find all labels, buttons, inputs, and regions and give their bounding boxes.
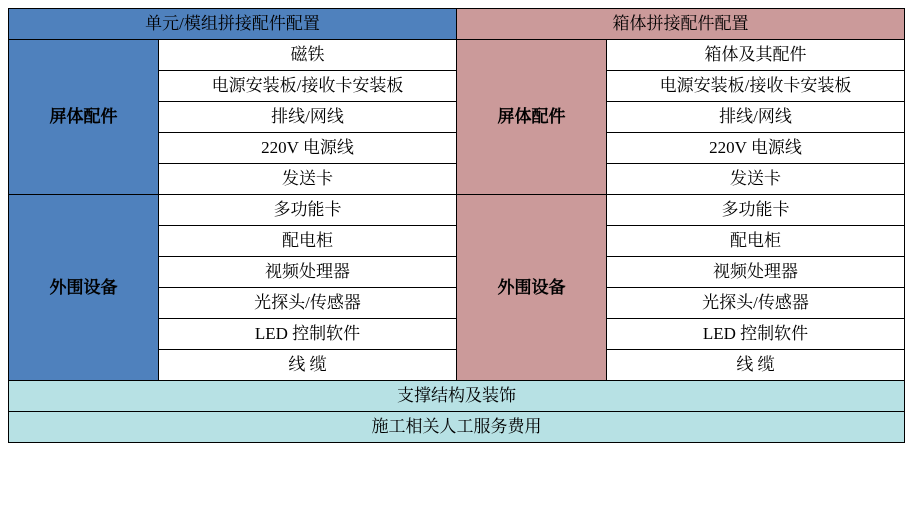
list-item: 配电柜 xyxy=(607,226,905,257)
list-item: 多功能卡 xyxy=(607,195,905,226)
table-footer-row xyxy=(9,412,905,443)
list-item: 线 缆 xyxy=(607,350,905,381)
list-item: 电源安装板/接收卡安装板 xyxy=(159,71,457,102)
list-item: 220V 电源线 xyxy=(607,133,905,164)
list-item: 发送卡 xyxy=(159,164,457,195)
table-footer-row xyxy=(9,381,905,412)
table-row xyxy=(9,195,905,226)
list-item: 光探头/传感器 xyxy=(607,288,905,319)
list-item: 排线/网线 xyxy=(159,102,457,133)
left-group-label-peripherals: 外围设备 xyxy=(9,195,159,381)
list-item: 排线/网线 xyxy=(607,102,905,133)
right-group-label-peripherals: 外围设备 xyxy=(457,195,607,381)
list-item: 箱体及其配件 xyxy=(607,40,905,71)
list-item: 220V 电源线 xyxy=(159,133,457,164)
footer-row-support-structure: 支撑结构及装饰 xyxy=(9,381,905,412)
footer-row-labor-service-fee: 施工相关人工服务费用 xyxy=(9,412,905,443)
list-item: 配电柜 xyxy=(159,226,457,257)
header-right: 箱体拼接配件配置 xyxy=(457,9,905,40)
table-row xyxy=(9,40,905,71)
list-item: 视频处理器 xyxy=(159,257,457,288)
left-group-label-screen-accessories: 屏体配件 xyxy=(9,40,159,195)
configuration-table-sheet xyxy=(0,8,915,518)
list-item: 线 缆 xyxy=(159,350,457,381)
header-left: 单元/模组拼接配件配置 xyxy=(9,9,457,40)
list-item: 光探头/传感器 xyxy=(159,288,457,319)
list-item: LED 控制软件 xyxy=(607,319,905,350)
list-item: 多功能卡 xyxy=(159,195,457,226)
list-item: 电源安装板/接收卡安装板 xyxy=(607,71,905,102)
list-item: 视频处理器 xyxy=(607,257,905,288)
list-item: 磁铁 xyxy=(159,40,457,71)
list-item: LED 控制软件 xyxy=(159,319,457,350)
right-group-label-screen-accessories: 屏体配件 xyxy=(457,40,607,195)
accessory-configuration-table xyxy=(8,8,905,443)
table-header-row xyxy=(9,9,905,40)
list-item: 发送卡 xyxy=(607,164,905,195)
